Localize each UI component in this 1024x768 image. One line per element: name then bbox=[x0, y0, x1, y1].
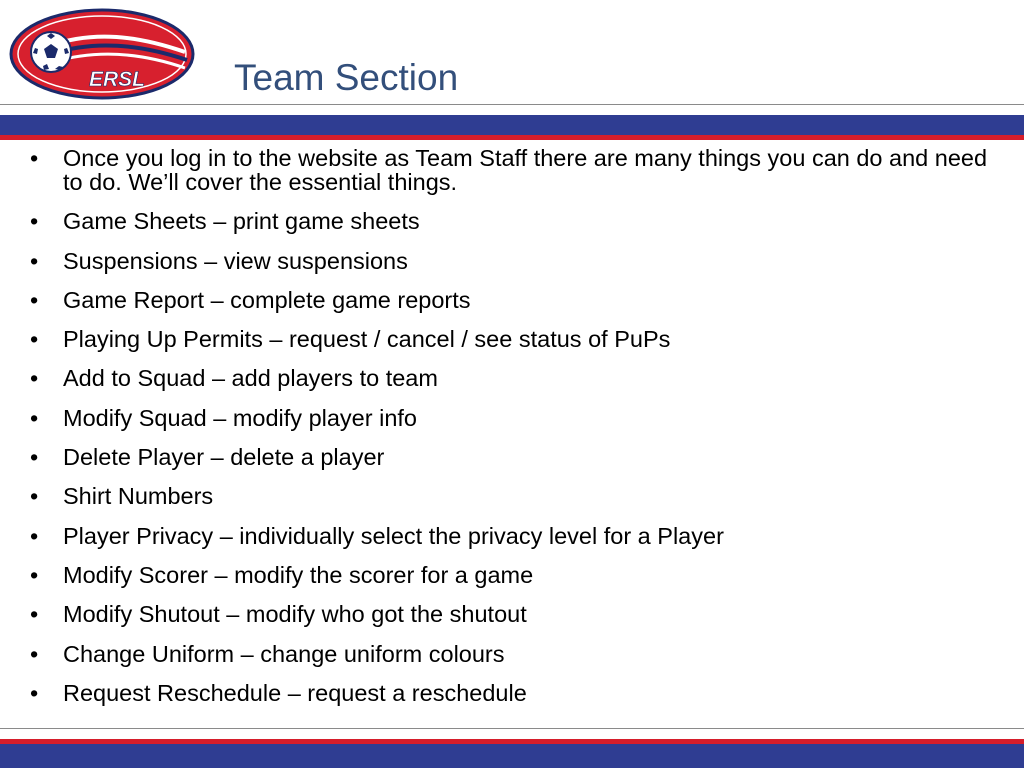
header-band-red bbox=[0, 135, 1024, 140]
footer-band-blue bbox=[0, 744, 1024, 768]
bullet-text: Modify Shutout – modify who got the shutout bbox=[63, 601, 527, 628]
logo-text: ERSL bbox=[88, 68, 146, 91]
bullet-item bbox=[30, 406, 990, 430]
bullet-text: Playing Up Permits – request / cancel / see status of PuPs bbox=[63, 326, 671, 353]
bullet-text: Add to Squad – add players to team bbox=[63, 365, 438, 392]
bullet-text: Game Report – complete game reports bbox=[63, 286, 471, 313]
bullet-text: Player Privacy – individually select the privacy level for a Player bbox=[63, 522, 724, 549]
bullet-dot: • bbox=[30, 561, 39, 588]
bullet-text: Suspensions – view suspensions bbox=[63, 247, 408, 274]
bullet-text: Modify Scorer – modify the scorer for a game bbox=[63, 561, 534, 588]
bullet-item bbox=[30, 602, 990, 626]
bullet-item bbox=[30, 484, 990, 508]
bullet-dot: • bbox=[30, 483, 39, 510]
bullet-dot: • bbox=[30, 444, 39, 471]
bullet-dot: • bbox=[30, 208, 39, 235]
bullet-item bbox=[30, 524, 990, 548]
bullet-dot: • bbox=[30, 365, 39, 392]
bullet-dot: • bbox=[30, 326, 39, 353]
bullet-item bbox=[30, 563, 990, 587]
bullet-text: Request Reschedule – request a reschedule bbox=[63, 679, 527, 706]
bullet-dot: • bbox=[30, 286, 39, 313]
bullet-item bbox=[30, 146, 990, 194]
bullet-text: Game Sheets – print game sheets bbox=[63, 208, 420, 235]
bullet-text: Change Uniform – change uniform colours bbox=[63, 640, 505, 667]
bullet-dot: • bbox=[30, 679, 39, 706]
bullet-text: Shirt Numbers bbox=[63, 483, 214, 510]
bullet-item bbox=[30, 288, 990, 312]
header-divider-line bbox=[0, 104, 1024, 105]
bullet-item bbox=[30, 249, 990, 273]
bullet-item bbox=[30, 209, 990, 233]
bullet-dot: • bbox=[30, 247, 39, 274]
bullet-dot: • bbox=[30, 601, 39, 628]
slide-title: Team Section bbox=[234, 57, 459, 98]
soccer-ball-icon bbox=[31, 32, 71, 72]
bullet-text: Delete Player – delete a player bbox=[63, 444, 385, 471]
bullet-text: Modify Squad – modify player info bbox=[63, 404, 417, 431]
bullet-dot: • bbox=[30, 640, 39, 667]
bullet-item bbox=[30, 366, 990, 390]
bullet-item bbox=[30, 642, 990, 666]
bullet-item bbox=[30, 327, 990, 351]
bullet-text: Once you log in to the website as Team Staff there are many things you can do and need to do. We’ll cover the essential things. bbox=[63, 145, 988, 195]
bullet-dot: • bbox=[30, 404, 39, 431]
ersl-logo bbox=[9, 8, 195, 100]
footer-divider-line bbox=[0, 728, 1024, 729]
bullet-item bbox=[30, 681, 990, 705]
bullet-dot: • bbox=[30, 522, 39, 549]
bullet-list bbox=[30, 146, 990, 720]
header-band-blue bbox=[0, 115, 1024, 135]
bullet-dot: • bbox=[30, 145, 39, 171]
bullet-item bbox=[30, 445, 990, 469]
